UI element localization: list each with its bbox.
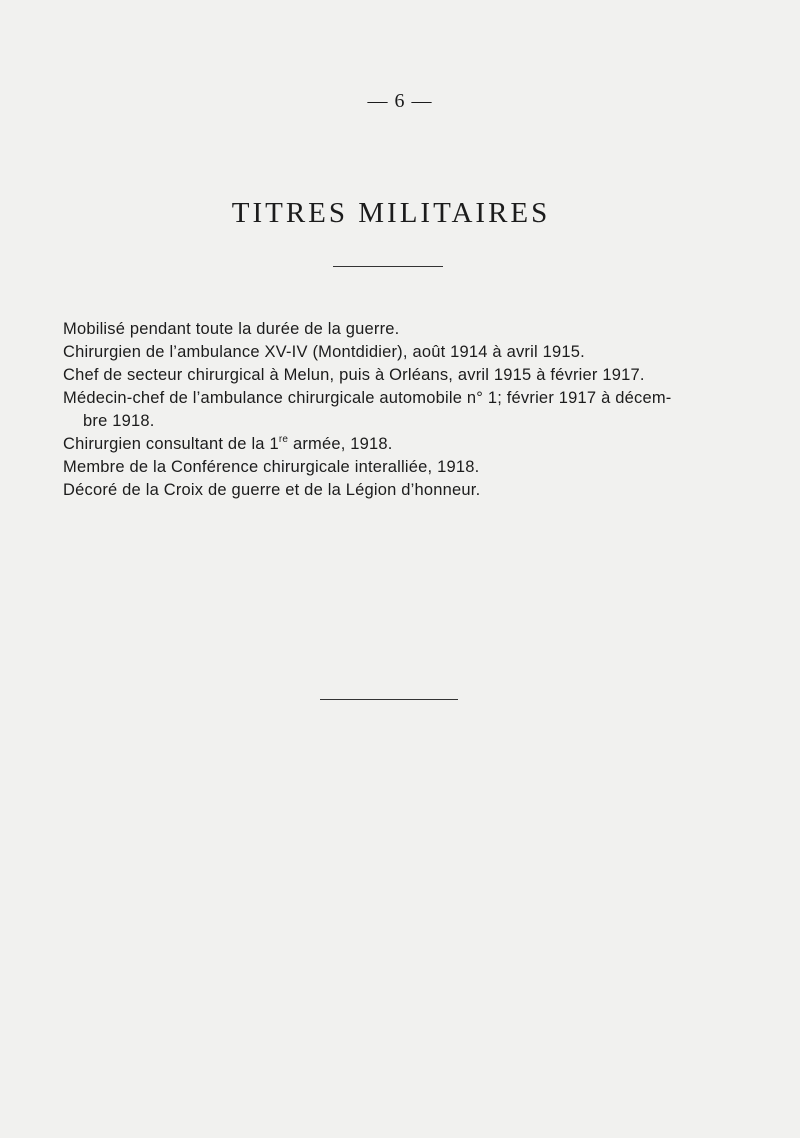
entry-chief-physician-continuation: bre 1918.	[83, 412, 155, 430]
ordinal-superscript: re	[278, 434, 289, 445]
entry-consulting-surgeon-text: Chirurgien consultant de la 1	[63, 435, 279, 453]
entry-surgical-sector-chief: Chef de secteur chirurgical à Melun, puis à Orléans, avril 1915 à février 1917.	[63, 366, 645, 384]
entry-decorations: Décoré de la Croix de guerre et de la Légion d’honneur.	[63, 481, 481, 499]
page-title: TITRES MILITAIRES	[231, 197, 551, 229]
entry-consulting-surgeon	[63, 433, 733, 456]
entry-chief-physician: Médecin-chef de l’ambulance chirurgicale automobile n° 1; février 1917 à décem-	[63, 389, 672, 407]
page-number: — 6 —	[367, 90, 433, 112]
entry-consulting-surgeon-rest: armée, 1918.	[288, 435, 393, 453]
section-end-rule	[320, 699, 458, 700]
title-rule	[333, 266, 443, 267]
military-titles-list	[63, 318, 733, 502]
entry-ambulance-surgeon: Chirurgien de l’ambulance XV-IV (Montdidier), août 1914 à avril 1915.	[63, 343, 585, 361]
entry-mobilization: Mobilisé pendant toute la durée de la guerre.	[63, 320, 400, 338]
entry-conference-member: Membre de la Conférence chirurgicale interalliée, 1918.	[63, 458, 480, 476]
